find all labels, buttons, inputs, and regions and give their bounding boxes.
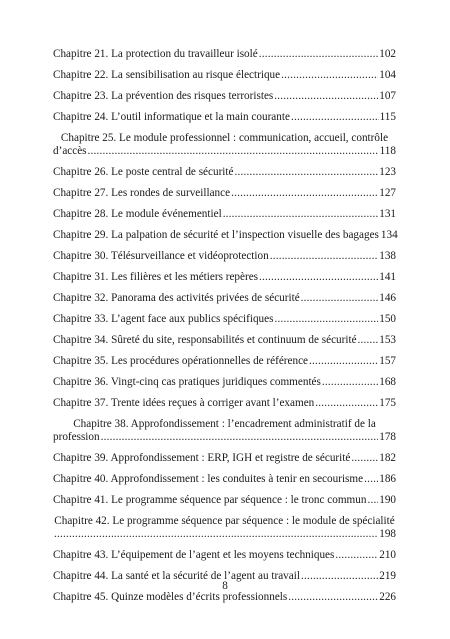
- toc-entry-page: 146: [379, 292, 396, 304]
- toc-entry: [53, 376, 396, 389]
- toc-entry: [53, 313, 396, 326]
- dot-leader: [259, 271, 378, 284]
- toc-entry-page: 157: [379, 355, 396, 367]
- toc-entry: [53, 208, 396, 221]
- toc-entry-title: Chapitre 28. Le module événementiel: [53, 208, 222, 220]
- toc-entry-title: Chapitre 35. Les procédures opérationnelles de référence: [53, 355, 309, 367]
- toc-entry-title: Chapitre 37. Trente idées reçues à corriger avant l’examen: [53, 397, 315, 409]
- toc-entry-page: 210: [379, 549, 396, 561]
- toc-entry-title: Chapitre 31. Les filières et les métiers repères: [53, 271, 259, 283]
- toc-entry-title: Chapitre 32. Panorama des activités privées de sécurité: [53, 292, 300, 304]
- dot-leader: [54, 528, 378, 541]
- dot-leader: [274, 313, 378, 326]
- toc-entry-page: 186: [379, 473, 396, 485]
- toc-entry: [53, 494, 396, 507]
- dot-leader: [309, 355, 378, 368]
- toc-entry: [53, 271, 396, 284]
- toc-entry: [53, 452, 396, 465]
- toc-entry-page: 150: [379, 313, 396, 325]
- toc-entry-page: 182: [379, 452, 396, 464]
- dot-leader: [358, 334, 379, 347]
- toc-entry-title: Chapitre 30. Télésurveillance et vidéoprotection: [53, 250, 269, 262]
- dot-leader: [231, 187, 378, 200]
- toc-entry-title: Chapitre 27. Les rondes de surveillance: [53, 187, 231, 199]
- dot-leader: [88, 145, 379, 158]
- toc-entry-title: Chapitre 21. La protection du travailleur isolé: [53, 48, 258, 60]
- toc-entry-page: 141: [379, 271, 396, 283]
- toc-entry-page: 123: [379, 166, 396, 178]
- toc-entry: [53, 334, 396, 347]
- toc-entry-page: 198: [379, 528, 396, 540]
- toc-entry-page: 219: [379, 570, 396, 582]
- toc-entry-title: Chapitre 42. Le programme séquence par séquence : le module de spécialité: [54, 515, 395, 527]
- dot-leader: [270, 250, 379, 263]
- toc-entry-page: 134: [380, 229, 398, 241]
- toc-entry-page: 138: [379, 250, 396, 262]
- toc-entry: [53, 591, 396, 604]
- toc-entry-title: Chapitre 40. Approfondissement : les conduites à tenir en secourisme: [53, 473, 364, 485]
- dot-leader: [223, 208, 379, 221]
- toc-entry-title: Chapitre 41. Le programme séquence par séquence : le tronc commun: [53, 494, 367, 506]
- toc-entry: [53, 111, 396, 124]
- toc-entry-page: 153: [379, 334, 396, 346]
- toc-entry: [53, 397, 396, 410]
- toc-entry-title: Chapitre 23. La prévention des risques terroristes: [53, 90, 274, 102]
- toc-entry: [53, 292, 396, 305]
- dot-leader: [281, 69, 378, 82]
- toc-entry: [53, 229, 396, 242]
- dot-leader: [315, 397, 378, 410]
- toc-entry-title: Chapitre 29. La palpation de sécurité et l’inspection visuelle des bagages: [53, 229, 379, 241]
- toc-entry: [53, 187, 396, 200]
- toc-entry-page: 175: [379, 397, 396, 409]
- toc-entry-title: Chapitre 45. Quinze modèles d’écrits professionnels: [53, 591, 288, 603]
- toc-entry: [53, 69, 396, 82]
- dot-leader: [234, 166, 378, 179]
- toc-entry-title: Chapitre 22. La sensibilisation au risque électrique: [53, 69, 281, 81]
- toc-entry: [53, 90, 396, 103]
- toc-entry-page: 131: [379, 208, 396, 220]
- dot-leader: [322, 376, 378, 389]
- toc-entry-title: Chapitre 38. Approfondissement : l’encadrement administratif de la: [73, 418, 376, 430]
- toc-entry-title: Chapitre 26. Le poste central de sécurité: [53, 166, 234, 178]
- page-number: 8: [222, 580, 228, 592]
- toc-entry-page: 115: [379, 111, 396, 123]
- toc-entry: [53, 473, 396, 486]
- toc-entry-title: Chapitre 39. Approfondissement : ERP, IGH et registre de sécurité: [53, 452, 351, 464]
- toc-entry-page: 102: [379, 48, 396, 60]
- dot-leader: [259, 48, 378, 61]
- toc-entry-title: Chapitre 33. L’agent face aux publics spécifiques: [53, 313, 274, 325]
- toc-entry-title: Chapitre 25. Le module professionnel : communication, accueil, contrôle: [60, 132, 389, 144]
- dot-leader: [367, 494, 378, 507]
- dot-leader: [301, 292, 379, 305]
- toc-entry-title: Chapitre 24. L’outil informatique et la main courante: [53, 111, 290, 123]
- toc-entry-title-continued: profession: [53, 431, 100, 443]
- toc-entry: [53, 250, 396, 263]
- toc-entry: [53, 418, 396, 444]
- toc-entry: [53, 515, 396, 541]
- toc-entry-title: Chapitre 36. Vingt-cinq cas pratiques juridiques commentés: [53, 376, 321, 388]
- toc-entry-page: 127: [379, 187, 396, 199]
- toc-entry: [53, 48, 396, 61]
- dot-leader: [351, 452, 378, 465]
- toc-entry-page: 118: [379, 145, 396, 157]
- dot-leader: [274, 90, 378, 103]
- toc-entry: [53, 355, 396, 368]
- toc-entry-title: Chapitre 43. L’équipement de l’agent et les moyens techniques: [53, 549, 335, 561]
- toc-entry: [53, 549, 396, 562]
- dot-leader: [288, 591, 378, 604]
- toc-entry-page: 104: [379, 69, 396, 81]
- dot-leader: [101, 431, 379, 444]
- toc-entry-title: Chapitre 44. La santé et la sécurité de l’agent au travail: [53, 570, 300, 582]
- dot-leader: [335, 549, 378, 562]
- dot-leader: [291, 111, 379, 124]
- table-of-contents: [53, 48, 396, 612]
- toc-entry-title: Chapitre 34. Sûreté du site, responsabilités et continuum de sécurité: [53, 334, 357, 346]
- toc-entry-page: 107: [379, 90, 396, 102]
- toc-entry-page: 190: [379, 494, 396, 506]
- toc-entry: [53, 132, 396, 158]
- toc-entry-page: 178: [379, 431, 396, 443]
- toc-entry-page: 168: [379, 376, 396, 388]
- toc-entry: [53, 166, 396, 179]
- toc-entry-page: 226: [379, 591, 396, 603]
- dot-leader: [364, 473, 378, 486]
- toc-entry-title-continued: d’accès: [53, 145, 87, 157]
